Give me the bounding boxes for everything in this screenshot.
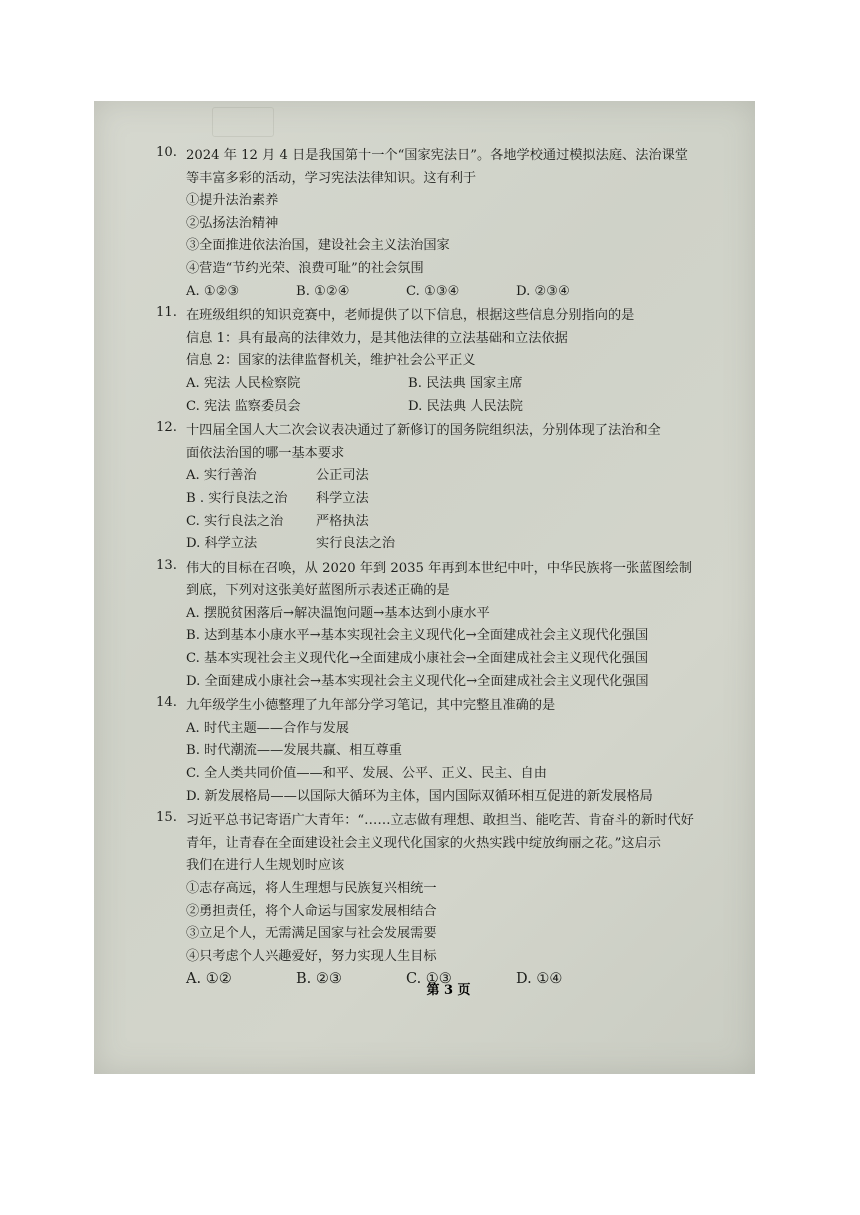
answer-option-second-part: 公正司法 [316,468,369,484]
answer-option: D. ②③④ [516,283,570,299]
answer-option: C. ①③④ [406,283,460,299]
answer-options-row [156,396,741,419]
answer-option: A. 实行善治 [186,468,257,484]
answer-option: B. ②③ [296,971,342,988]
question-stem-line: 2024 年 12 月 4 日是我国第十一个“国家宪法日”。各地学校通过模拟法庭、法治课堂 [186,148,688,163]
answer-options-row [156,373,741,396]
answer-option: D. 全面建成小康社会→基本实现社会主义现代化→全面建成社会主义现代化强国 [186,673,649,689]
question-stem-line: 青年，让青春在全面建设社会主义现代化国家的火热实践中绽放绚丽之花。”这启示 [186,835,661,851]
question-stem-line: 十四届全国人大二次会议表决通过了新修订的国务院组织法，分别体现了法治和全 [186,423,661,439]
answer-option: B. ①②④ [296,283,350,299]
answer-option: B. 时代潮流——发展共赢、相互尊重 [186,743,402,759]
statement-item: 信息 2：国家的法律监督机关，维护社会公平正义 [186,353,476,369]
answer-option: C. 宪法 监察委员会 [186,398,301,414]
question-stem-line: 在班级组织的知识竞赛中，老师提供了以下信息，根据这些信息分别指向的是 [186,308,635,324]
question-number: 11. [156,305,177,321]
statement-item: ④营造“节约光荣、浪费可耻”的社会氛围 [186,260,424,276]
answer-option-second-part: 实行良法之治 [316,536,396,552]
answer-option: D. 科学立法 [186,536,258,552]
answer-option: A. ①② [186,971,232,988]
question-11 [156,305,741,418]
statement-item: ①志存高远，将人生理想与民族复兴相统一 [186,881,437,896]
question-number: 12. [156,420,177,436]
answer-option: A. 摆脱贫困落后→解决温饱问题→基本达到小康水平 [186,605,490,621]
question-stem-line: 等丰富多彩的活动，学习宪法法律知识。这有利于 [186,170,477,186]
answer-option: C. 实行良法之治 [186,513,284,529]
question-number: 10. [156,145,177,160]
answer-option: B . 实行良法之治 [186,490,288,506]
statement-item: ③立足个人，无需满足国家与社会发展需要 [186,926,437,942]
question-stem-line: 我们在进行人生规划时应该 [186,858,345,874]
question-number: 13. [156,557,177,573]
answer-option: C. 基本实现社会主义现代化→全面建成小康社会→全面建成社会主义现代化强国 [186,651,649,667]
question-number: 15. [156,810,177,826]
answer-option: D. 新发展格局——以国际大循环为主体，国内国际双循环相互促进的新发展格局 [186,788,653,804]
answer-option: D. ①④ [516,971,563,988]
answer-options-grid [156,465,741,555]
question-13 [156,558,741,694]
question-14 [156,695,741,808]
answer-option: B. 民法典 国家主席 [408,375,523,391]
question-stem-line: 到底，下列对这张美好蓝图所示表述正确的是 [186,583,450,599]
question-10 [156,145,741,303]
question-number: 14. [156,695,177,711]
question-stem-line: 伟大的目标在召唤，从 2020 年到 2035 年再到本世纪中叶，中华民族将一张蓝图绘制 [186,560,692,576]
statement-item: ①提升法治素养 [186,193,279,209]
question-12 [156,420,741,556]
answer-option: D. 民法典 人民法院 [408,398,523,414]
paper-smudge [212,107,274,137]
answer-option-second-part: 严格执法 [316,513,369,529]
answer-option-second-part: 科学立法 [316,490,369,506]
answer-option: A. 宪法 人民检察院 [186,375,301,391]
question-stem-line: 习近平总书记寄语广大青年：“……立志做有理想、敢担当、能吃苦、肯奋斗的新时代好 [186,813,694,829]
answer-option: C. 全人类共同价值——和平、发展、公平、正义、民主、自由 [186,766,547,782]
statement-item: ②勇担责任，将个人命运与国家发展相结合 [186,903,437,919]
answer-option: A. 时代主题——合作与发展 [186,720,349,736]
answer-option: B. 达到基本小康水平→基本实现社会主义现代化→全面建成社会主义现代化强国 [186,628,649,644]
question-stem-line: 九年级学生小德整理了九年部分学习笔记，其中完整且准确的是 [186,698,556,714]
answer-options-row [156,281,741,304]
page-number: 第 3 页 [426,983,471,998]
statement-item: 信息 1：具有最高的法律效力，是其他法律的立法基础和立法依据 [186,330,568,346]
answer-option: A. ①②③ [186,283,240,299]
answer-option: C. ①③ [406,971,452,988]
question-list [156,145,741,993]
question-stem-line: 面依法治国的哪一基本要求 [186,445,345,461]
statement-item: ④只考虑个人兴趣爱好，努力实现人生目标 [186,948,437,964]
photographed-page [94,101,755,1074]
question-15 [156,810,741,991]
statement-item: ②弘扬法治精神 [186,215,279,231]
statement-item: ③全面推进依法治国，建设社会主义法治国家 [186,238,450,254]
